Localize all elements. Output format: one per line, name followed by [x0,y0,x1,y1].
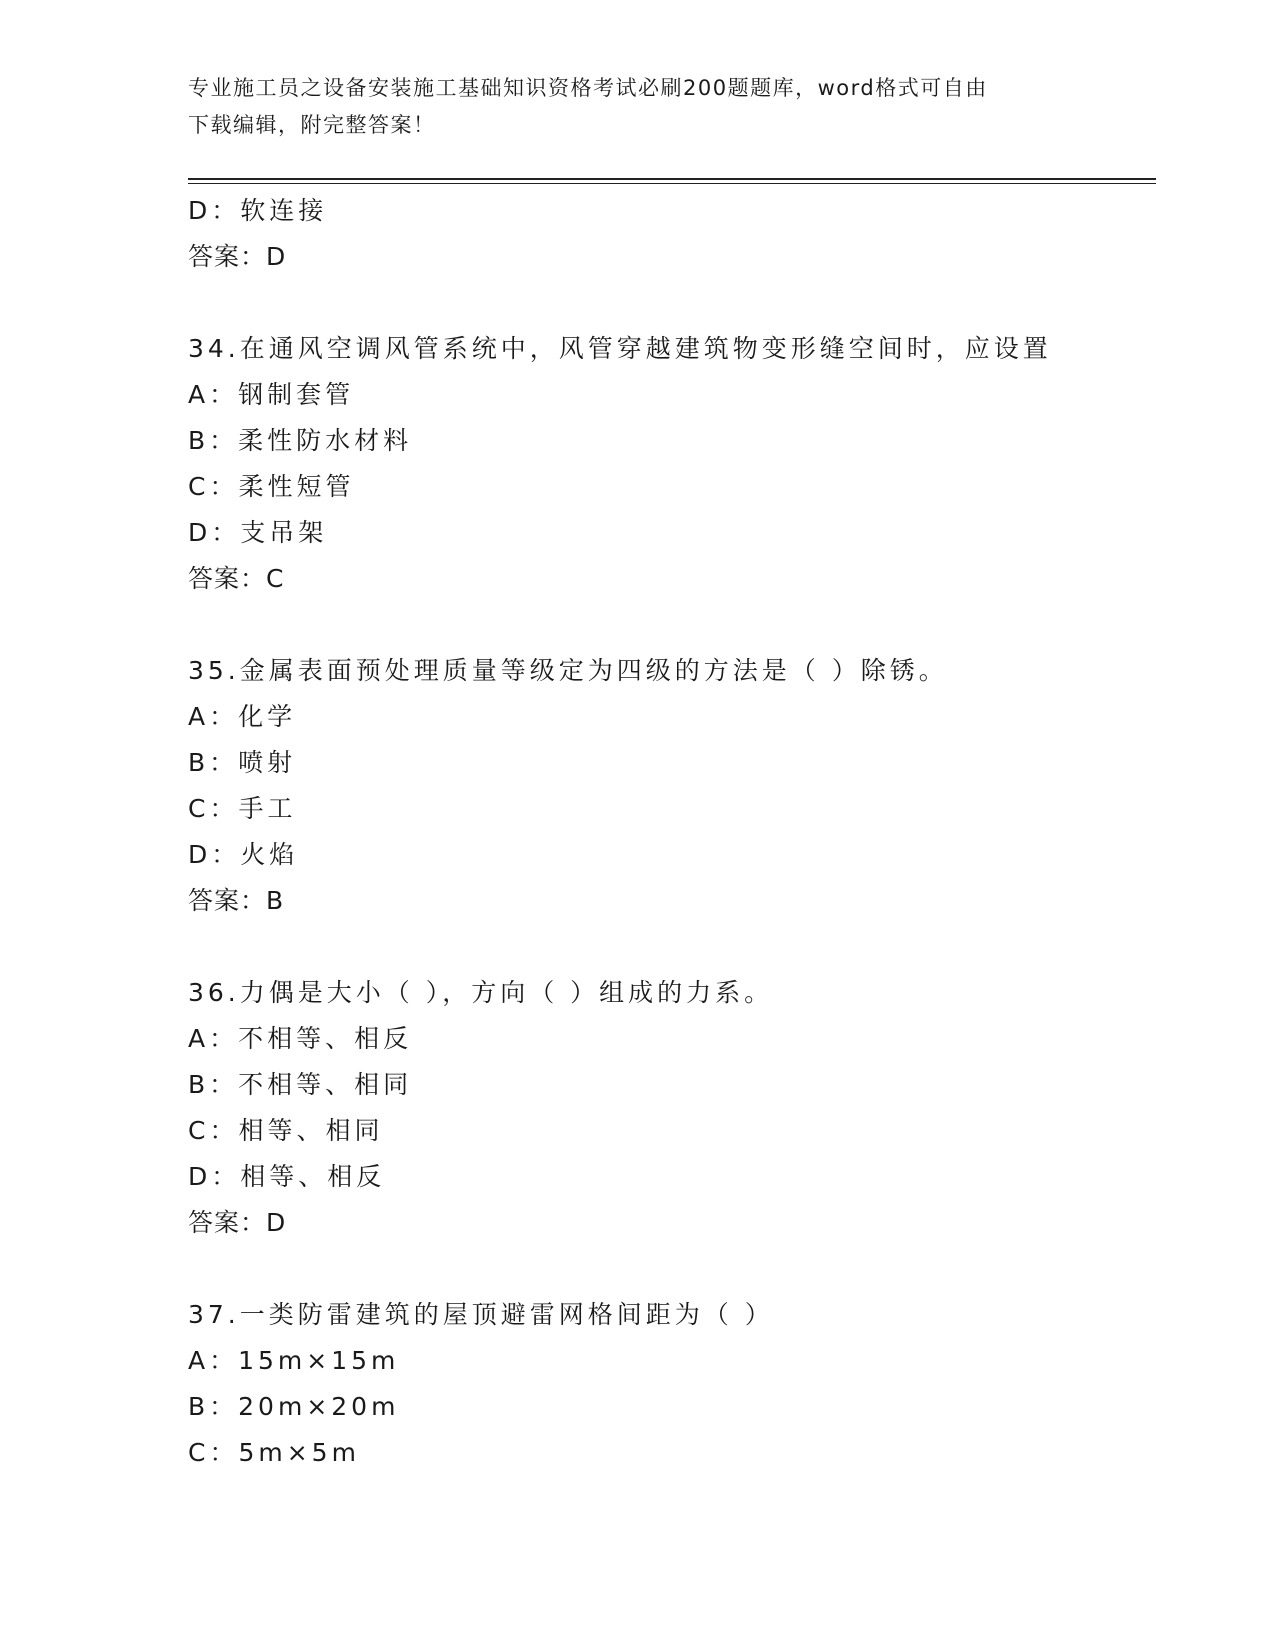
header-title-line-2: 下载编辑，附完整答案！ [188,113,436,137]
option-d: D：支吊架 [188,518,328,547]
option-b: B：20m×20m [188,1392,400,1421]
answer-line: 答案：C [188,564,285,593]
option-d: D：火焰 [188,840,299,869]
option-d: D：软连接 [188,196,328,225]
option-a: A：钢制套管 [188,380,355,409]
option-b: B：柔性防水材料 [188,426,413,455]
option-c: C：手工 [188,794,297,823]
answer-line: 答案：D [188,242,287,271]
header-title-line-1: 专业施工员之设备安装施工基础知识资格考试必刷200题题库，word格式可自由 [188,76,988,100]
option-c: C：柔性短管 [188,472,355,501]
question-list [188,188,1156,1476]
option-a: A：不相等、相反 [188,1024,413,1053]
option-d: D：相等、相反 [188,1162,386,1191]
question-37 [188,1292,1156,1476]
answer-line: 答案：B [188,886,285,915]
question-34 [188,326,1156,602]
question-stem: 35.金属表面预处理质量等级定为四级的方法是（ ）除锈。 [188,656,948,685]
option-b: B：不相等、相同 [188,1070,413,1099]
option-a: A：15m×15m [188,1346,400,1375]
option-c: C：5m×5m [188,1438,360,1467]
header-divider [188,178,1156,184]
question-35 [188,648,1156,924]
question-stem: 34.在通风空调风管系统中，风管穿越建筑物变形缝空间时，应设置 [188,334,1052,363]
option-c: C：相等、相同 [188,1116,384,1145]
option-b: B：喷射 [188,748,297,777]
document-header [188,70,1068,144]
answer-line: 答案：D [188,1208,287,1237]
question-stem: 36.力偶是大小（ ），方向（ ）组成的力系。 [188,978,774,1007]
question-stem: 37.一类防雷建筑的屋顶避雷网格间距为（ ） [188,1300,774,1329]
question-33-partial [188,188,1156,280]
question-36 [188,970,1156,1246]
option-a: A：化学 [188,702,297,731]
